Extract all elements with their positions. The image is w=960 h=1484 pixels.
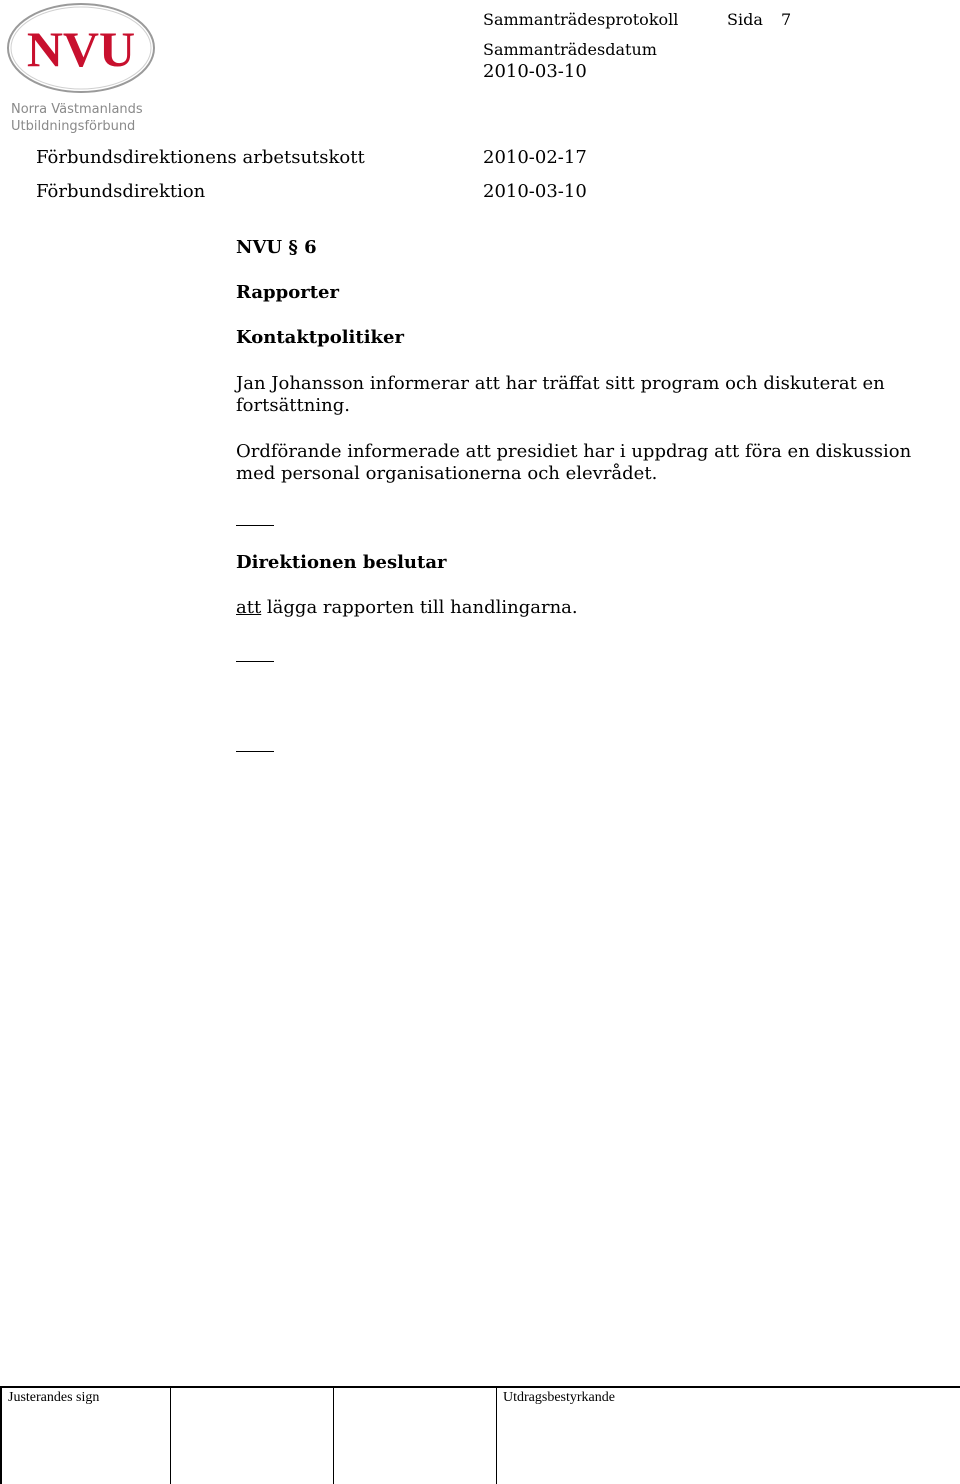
separator-line <box>236 525 274 526</box>
separator-line <box>236 751 274 752</box>
separator-line <box>236 661 274 662</box>
page-number: 7 <box>781 10 792 29</box>
paragraph-reference: NVU § 6 <box>236 237 317 258</box>
meeting-body-2-date: 2010-03-10 <box>483 181 587 202</box>
decision-text <box>236 597 936 618</box>
decision-att-word: att <box>236 597 262 618</box>
sign-cell-3 <box>333 1388 497 1484</box>
logo-line-1: Norra Västmanlands <box>11 102 143 117</box>
extract-cell <box>496 1388 960 1484</box>
logo-emblem-icon <box>6 2 158 98</box>
utdragsbestyrkande-label: Utdragsbestyrkande <box>503 1390 615 1405</box>
logo-mark: NVU <box>26 21 136 77</box>
meeting-body-2: Förbundsdirektion <box>36 181 206 202</box>
meeting-body-1-date: 2010-02-17 <box>483 147 587 168</box>
meeting-date: 2010-03-10 <box>483 61 587 82</box>
paragraph-2: Ordförande informerade att presidiet har i uppdrag att föra en diskussion med personal organisationerna och elevrådet. <box>236 441 912 484</box>
sign-cell-2 <box>170 1388 333 1484</box>
meeting-body-1: Förbundsdirektionens arbetsutskott <box>36 147 365 168</box>
section-subtitle: Kontaktpolitiker <box>236 327 404 348</box>
sign-cell-1 <box>0 1388 171 1484</box>
paragraph-1: Jan Johansson informerar att har träffat sitt program och diskuterat en fortsättning. <box>236 373 885 416</box>
page-label: Sida <box>727 10 763 29</box>
nvu-logo <box>6 2 158 138</box>
signature-footer <box>0 1386 960 1484</box>
document-type: Sammanträdesprotokoll <box>483 10 679 29</box>
decision-heading: Direktionen beslutar <box>236 552 447 573</box>
section-title: Rapporter <box>236 282 339 303</box>
justerandes-sign-label: Justerandes sign <box>8 1390 100 1405</box>
meeting-date-label: Sammanträdesdatum <box>483 40 657 59</box>
logo-line-2: Utbildningsförbund <box>11 119 136 134</box>
decision-body: lägga rapporten till handlingarna. <box>261 597 578 618</box>
